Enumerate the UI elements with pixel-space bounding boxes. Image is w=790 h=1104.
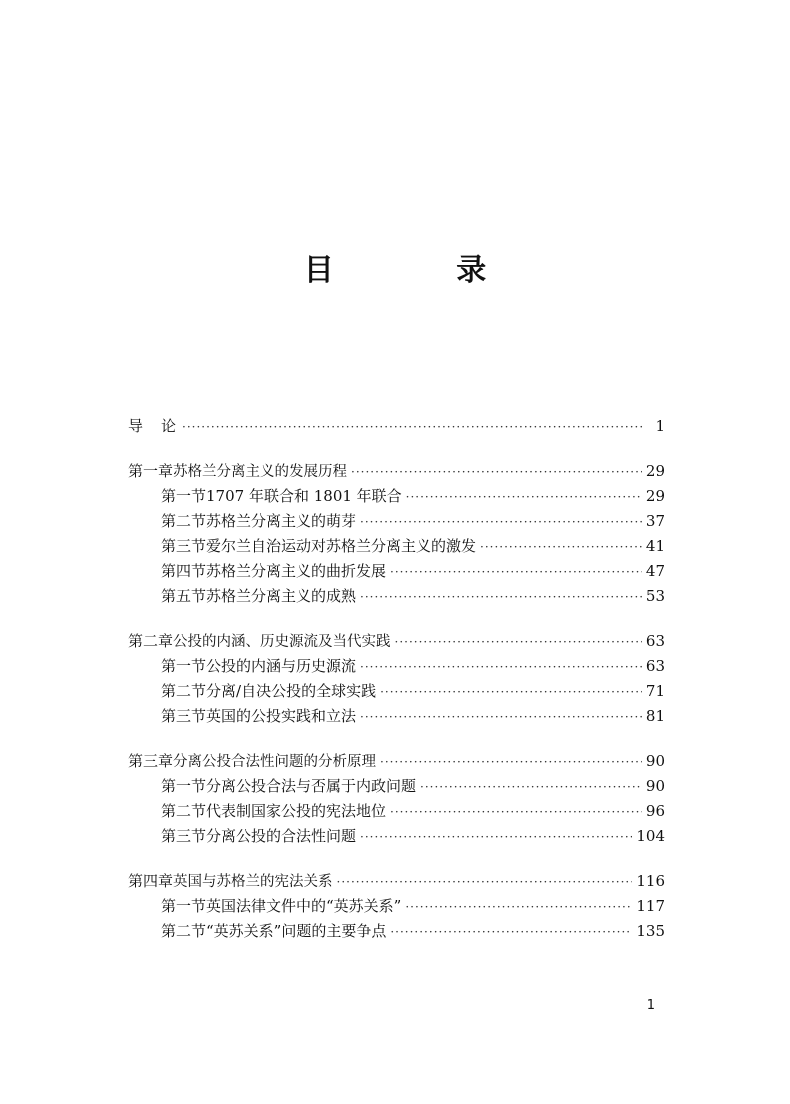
entry-prefix: 第四章 [128,872,174,890]
leader-dots [405,895,632,920]
page-number: 1 [646,998,655,1013]
toc-entry-chapter[interactable] [128,459,665,484]
entry-page: 47 [645,562,665,580]
entry-page: 1 [655,417,665,435]
toc-entry-chapter[interactable] [128,749,665,774]
entry-page: 63 [645,632,665,650]
entry-page: 116 [636,872,665,890]
entry-label: 苏格兰分离主义的萌芽 [206,512,357,530]
leader-dots [420,775,642,800]
entry-label: 爱尔兰自治运动对苏格兰分离主义的激发 [206,537,477,555]
leader-dots [360,825,632,850]
toc-entry-section[interactable] [128,559,665,584]
toc-entry-section[interactable] [128,484,665,509]
entry-page: 135 [636,922,665,940]
leader-dots [480,535,642,560]
leader-dots [351,460,642,485]
toc-entry-section[interactable] [128,654,665,679]
toc-entry-section[interactable] [128,774,665,799]
toc-entry-intro[interactable] [128,414,665,439]
leader-dots [390,800,642,825]
entry-label: 分离公投合法性问题的分析原理 [173,754,377,770]
entry-prefix: 第一节 [161,777,207,795]
entry-page: 104 [636,827,665,845]
toc-chapter-group [128,749,665,849]
page-title: 目 录 [303,253,543,288]
entry-prefix: 第三章 [128,752,174,770]
entry-page: 29 [645,487,665,505]
entry-label: 公投的内涵、历史源流及当代实践 [173,634,391,650]
leader-dots [380,680,642,705]
leader-dots [360,655,642,680]
leader-dots [337,870,633,895]
entry-page: 53 [645,587,665,605]
entry-prefix: 第三节 [161,827,207,845]
entry-prefix: 第二章 [128,632,174,650]
entry-prefix: 第二节 [161,802,207,820]
entry-label: 分离/自决公投的全球实践 [206,682,377,700]
entry-prefix: 第一节 [161,487,207,505]
toc-entry-chapter[interactable] [128,629,665,654]
leader-dots [360,510,642,535]
entry-page: 41 [645,537,665,555]
toc-chapter-group [128,459,665,609]
entry-label: “英苏关系”问题的主要争点 [206,922,387,940]
entry-label: 苏格兰分离主义的发展历程 [173,464,348,480]
leader-dots [390,560,642,585]
entry-prefix: 导论 [128,417,195,435]
entry-label: 公投的内涵与历史源流 [206,657,357,675]
toc-entry-section[interactable] [128,894,665,919]
toc-entry-section[interactable] [128,799,665,824]
leader-dots [360,585,642,610]
entry-prefix: 第五节 [161,587,207,605]
entry-label: 1707 年联合和 1801 年联合 [206,487,402,505]
toc-entry-section[interactable] [128,534,665,559]
leader-dots [390,920,632,945]
entry-page: 96 [645,802,665,820]
toc-entry-section[interactable] [128,509,665,534]
entry-page: 71 [645,682,665,700]
entry-label: 分离公投的合法性问题 [206,827,357,845]
entry-page: 81 [645,707,665,725]
leader-dots [395,630,642,655]
entry-page: 29 [645,462,665,480]
entry-prefix: 第三节 [161,537,207,555]
entry-page: 37 [645,512,665,530]
toc-chapter-group [128,869,665,944]
entry-prefix: 第一节 [161,657,207,675]
entry-page: 117 [636,897,665,915]
entry-label: 英国与苏格兰的宪法关系 [173,874,333,890]
toc-intro-group [128,414,665,439]
entry-prefix: 第四节 [161,562,207,580]
leader-dots [182,415,643,440]
entry-page: 63 [645,657,665,675]
entry-prefix: 第三节 [161,707,207,725]
entry-label: 英国的公投实践和立法 [206,707,357,725]
toc-entry-section[interactable] [128,584,665,609]
entry-label: 苏格兰分离主义的曲折发展 [206,562,387,580]
entry-label: 苏格兰分离主义的成熟 [206,587,357,605]
leader-dots [360,705,642,730]
entry-prefix: 第二节 [161,922,207,940]
entry-label: 分离公投合法与否属于内政问题 [206,777,417,795]
table-of-contents [128,414,665,964]
toc-chapter-group [128,629,665,729]
toc-entry-section[interactable] [128,679,665,704]
entry-label: 英国法律文件中的“英苏关系” [206,897,402,915]
entry-page: 90 [645,752,665,770]
toc-entry-section[interactable] [128,919,665,944]
entry-page: 90 [645,777,665,795]
toc-entry-chapter[interactable] [128,869,665,894]
toc-entry-section[interactable] [128,824,665,849]
entry-prefix: 第二节 [161,682,207,700]
leader-dots [380,750,642,775]
entry-prefix: 第一章 [128,462,174,480]
entry-prefix: 第二节 [161,512,207,530]
entry-label: 代表制国家公投的宪法地位 [206,802,387,820]
toc-entry-section[interactable] [128,704,665,729]
entry-prefix: 第一节 [161,897,207,915]
leader-dots [406,485,642,510]
